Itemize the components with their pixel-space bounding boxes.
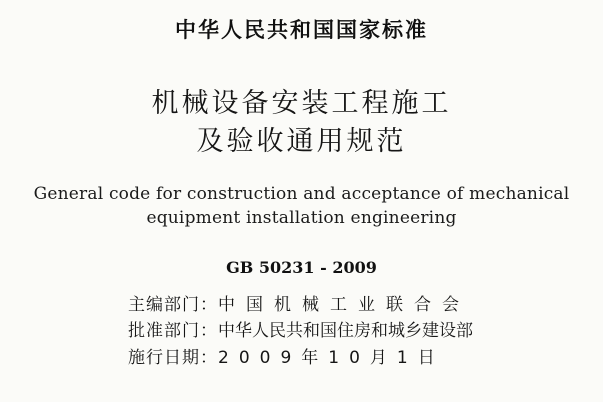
title-en-line2: equipment installation engineering: [146, 208, 457, 228]
effective-date-label: 施行日期：: [128, 348, 218, 368]
title-en-line1: General code for construction and acceptance of mechanical: [33, 184, 570, 204]
standard-code: GB 50231 - 2009: [226, 258, 377, 277]
editor-value: 中国机械工业联合会: [218, 295, 470, 315]
standard-heading: 中华人民共和国国家标准: [175, 18, 428, 42]
editor-row: [128, 297, 568, 314]
title-cn-line1: 机械设备安装工程施工: [151, 88, 452, 119]
effective-date-row: [128, 350, 568, 367]
effective-date-value: 2009年10月1日: [218, 348, 445, 368]
editor-label: 主编部门：: [128, 295, 218, 315]
approver-row: [128, 323, 568, 340]
title-cn-line2: 及验收通用规范: [196, 126, 407, 157]
approver-label: 批准部门：: [128, 321, 218, 341]
approver-value: 中华人民共和国住房和城乡建设部: [218, 321, 473, 341]
